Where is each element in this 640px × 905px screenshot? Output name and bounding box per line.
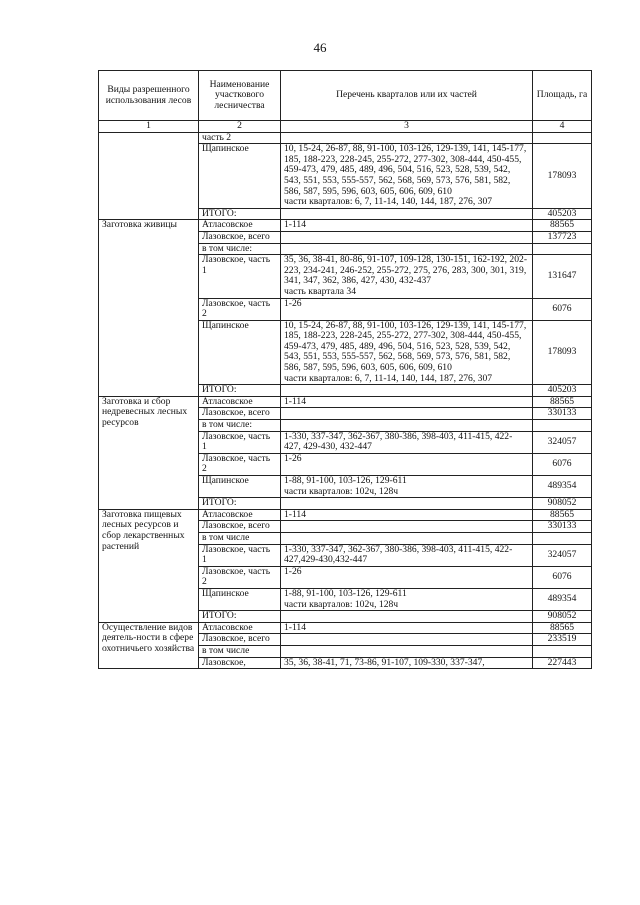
quarters-cell (281, 634, 533, 646)
total-label: ИТОГО: (199, 385, 281, 397)
area-cell: 178093 (533, 320, 592, 385)
area-cell: 178093 (533, 144, 592, 209)
quarters-cell: 1-330, 337-347, 362-367, 380-386, 398-403, 411-415, 422-427,429-430,432-447 (281, 544, 533, 566)
forestry-cell: Лазовское, (199, 657, 281, 669)
col-number-4: 4 (533, 121, 592, 133)
use-type-cell: Заготовка и сбор недревесных лесных ресурсов (99, 396, 199, 509)
table-row (99, 509, 592, 521)
quarters-cell: 1-26 (281, 298, 533, 320)
forest-use-table (98, 70, 592, 669)
col-number-3: 3 (281, 121, 533, 133)
quarters-cell: 1-330, 337-347, 362-367, 380-386, 398-403, 411-415, 422-427, 429-430, 432-447 (281, 431, 533, 453)
area-cell: 233519 (533, 634, 592, 646)
forestry-cell: Лазовское, часть 1 (199, 544, 281, 566)
col-number-1: 1 (99, 121, 199, 133)
table-row (99, 622, 592, 634)
area-cell: 489354 (533, 476, 592, 498)
header-area: Площадь, га (533, 71, 592, 121)
area-cell: 6076 (533, 566, 592, 588)
header-forestry: Наименование участкового лесничества (199, 71, 281, 121)
forestry-cell: в том числе: (199, 420, 281, 432)
total-label: ИТОГО: (199, 611, 281, 623)
column-number-row (99, 121, 592, 133)
forestry-cell: в том числе: (199, 243, 281, 255)
quarters-cell (281, 208, 533, 220)
area-cell: 330133 (533, 408, 592, 420)
forestry-cell: Щапинское (199, 144, 281, 209)
quarters-cell: 10, 15-24, 26-87, 88, 91-100, 103-126, 129-139, 141, 145-177, 185, 188-223, 228-245, 255-272, 277-302, 308-444, 450-455, 459-473, 479, 485, 489, 496, 504, 516, 523, 528, 539, 542, 543, 551, 553, 555-557, 562, 568, 569, 573, 576, 581, 582, 586, 587, 595, 596, 603, 605, 606, 609, 610 части кварталов: 6, 7, 11-14, 140, 144, 187, 276, 307 (281, 144, 533, 209)
forestry-cell: Лазовское, всего (199, 408, 281, 420)
area-cell: 324057 (533, 544, 592, 566)
forestry-cell: в том числе (199, 645, 281, 657)
table-row (99, 396, 592, 408)
quarters-cell: 1-114 (281, 220, 533, 232)
quarters-cell (281, 420, 533, 432)
page-number: 46 (313, 40, 327, 55)
area-cell: 88565 (533, 622, 592, 634)
header-use-type: Виды разрешенного использования лесов (99, 71, 199, 121)
total-area: 405203 (533, 385, 592, 397)
area-cell (533, 532, 592, 544)
forestry-cell: Лазовское, всего (199, 231, 281, 243)
area-cell: 88565 (533, 220, 592, 232)
quarters-cell (281, 645, 533, 657)
quarters-cell: 1-114 (281, 509, 533, 521)
area-cell: 330133 (533, 521, 592, 533)
header-row (99, 71, 592, 121)
forestry-cell: Атласовское (199, 622, 281, 634)
total-label: ИТОГО: (199, 208, 281, 220)
forestry-cell: Щапинское (199, 588, 281, 610)
col-number-2: 2 (199, 121, 281, 133)
forestry-cell: Лазовское, часть 1 (199, 431, 281, 453)
area-cell: 6076 (533, 298, 592, 320)
forestry-cell: Лазовское, всего (199, 521, 281, 533)
area-cell (533, 132, 592, 144)
forestry-cell: Атласовское (199, 220, 281, 232)
forestry-cell: Атласовское (199, 509, 281, 521)
area-cell: 227443 (533, 657, 592, 669)
forestry-cell: часть 2 (199, 132, 281, 144)
area-cell: 489354 (533, 588, 592, 610)
area-cell (533, 243, 592, 255)
quarters-cell (281, 408, 533, 420)
use-type-cell: Заготовка живицы (99, 220, 199, 397)
forestry-cell: в том числе (199, 532, 281, 544)
quarters-cell: 35, 36, 38-41, 80-86, 91-107, 109-128, 130-151, 162-192, 202-223, 234-241, 246-252, 255-272, 275, 276, 283, 300, 301, 319, 341, 347, 362, 386, 427, 430, 432-437 часть квартала 34 (281, 255, 533, 298)
quarters-cell: 10, 15-24, 26-87, 88, 91-100, 103-126, 129-139, 141, 145-177, 185, 188-223, 228-245, 255-272, 277-302, 308-444, 450-455, 459-473, 479, 485, 489, 496, 504, 516, 523, 528, 539, 542, 543, 551, 553, 555-557, 562, 568, 569, 573, 576, 581, 582, 586, 587, 595, 596, 603, 605, 606, 609, 610 части кварталов: 6, 7, 11-14, 140, 144, 187, 276, 307 (281, 320, 533, 385)
quarters-cell (281, 231, 533, 243)
table-row (99, 220, 592, 232)
quarters-cell: 1-26 (281, 453, 533, 475)
total-area: 405203 (533, 208, 592, 220)
quarters-cell (281, 132, 533, 144)
area-cell: 6076 (533, 453, 592, 475)
forestry-cell: Лазовское, всего (199, 634, 281, 646)
area-cell: 137723 (533, 231, 592, 243)
forestry-cell: Щапинское (199, 320, 281, 385)
use-type-cell: Осуществление видов деятель-ности в сфере охотничьего хозяйства (99, 622, 199, 668)
forestry-cell: Лазовское, часть 2 (199, 566, 281, 588)
area-cell (533, 645, 592, 657)
total-area: 908052 (533, 611, 592, 623)
area-cell (533, 420, 592, 432)
quarters-cell (281, 498, 533, 510)
quarters-cell (281, 532, 533, 544)
quarters-cell (281, 243, 533, 255)
quarters-cell: 1-114 (281, 396, 533, 408)
use-type-cell: Заготовка пищевых лесных ресурсов и сбор лекарственных растений (99, 509, 199, 622)
quarters-cell: 1-114 (281, 622, 533, 634)
header-quarters: Перечень кварталов или их частей (281, 71, 533, 121)
area-cell: 88565 (533, 396, 592, 408)
forestry-cell: Лазовское, часть 2 (199, 453, 281, 475)
quarters-cell: 35, 36, 38-41, 71, 73-86, 91-107, 109-330, 337-347, (281, 657, 533, 669)
area-cell: 88565 (533, 509, 592, 521)
quarters-cell (281, 611, 533, 623)
total-label: ИТОГО: (199, 498, 281, 510)
area-cell: 324057 (533, 431, 592, 453)
forestry-cell: Атласовское (199, 396, 281, 408)
forestry-cell: Щапинское (199, 476, 281, 498)
use-type-cell (99, 132, 199, 220)
table-row (99, 132, 592, 144)
area-cell: 131647 (533, 255, 592, 298)
forestry-cell: Лазовское, часть 1 (199, 255, 281, 298)
quarters-cell: 1-88, 91-100, 103-126, 129-611 части кварталов: 102ч, 128ч (281, 588, 533, 610)
quarters-cell (281, 385, 533, 397)
total-area: 908052 (533, 498, 592, 510)
forestry-cell: Лазовское, часть 2 (199, 298, 281, 320)
quarters-cell: 1-88, 91-100, 103-126, 129-611 части кварталов: 102ч, 128ч (281, 476, 533, 498)
quarters-cell: 1-26 (281, 566, 533, 588)
quarters-cell (281, 521, 533, 533)
